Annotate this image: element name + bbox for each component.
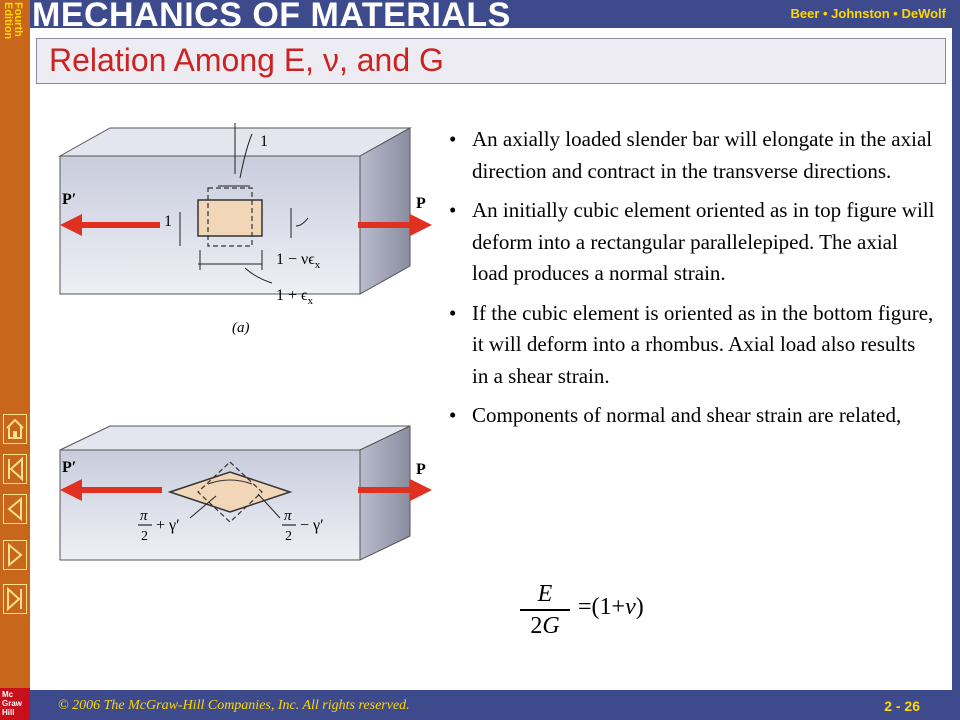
right-edge-bar (952, 28, 960, 690)
last-slide-button[interactable] (3, 584, 27, 614)
bullet-item (446, 400, 936, 432)
figure-b-rhombus-element (40, 418, 440, 568)
bullet-list (446, 124, 936, 440)
figure-a-cubic-element (40, 118, 440, 348)
mcgraw-hill-logo: Mc Graw Hill (0, 688, 30, 720)
authors: Beer • Johnston • DeWolf (790, 6, 946, 21)
svg-text:+ γ′: + γ′ (156, 517, 180, 534)
home-button[interactable] (3, 414, 27, 444)
bullet-text: An initially cubic element oriented as in top figure will deform into a rectangular parallelepiped. The axial load produces a normal strain. (472, 198, 935, 285)
fraction-bar (520, 609, 570, 611)
home-icon (4, 415, 26, 443)
formula-fraction (520, 580, 570, 640)
fig-a-dim-top: 1 (260, 133, 268, 150)
edition-label (2, 2, 28, 62)
fig-a-caption: (a) (232, 320, 250, 336)
bullet-item (446, 124, 936, 187)
edition-line-2: Edition (2, 2, 14, 40)
bullet-dot: • (449, 300, 457, 325)
fig-b-load-left: P′ (62, 459, 77, 476)
fig-b-load-right: P (416, 461, 426, 478)
svg-text:2: 2 (285, 529, 292, 544)
svg-text:π: π (284, 508, 292, 524)
bullet-text: An axially loaded slender bar will elongate in the axial direction and contract in the transverse directions. (472, 127, 933, 183)
fig-a-dim-left: 1 (164, 213, 172, 230)
formula-right-side: =(1+ν) (578, 594, 644, 620)
svg-text:2: 2 (141, 529, 148, 544)
previous-slide-icon (4, 495, 26, 523)
copyright-notice: © 2006 The McGraw-Hill Companies, Inc. All rights reserved. (58, 698, 410, 713)
slide-number: 2 - 26 (884, 698, 920, 714)
svg-text:− γ′: − γ′ (300, 517, 324, 534)
previous-slide-button[interactable] (3, 494, 27, 524)
title-box (36, 38, 946, 84)
next-slide-button[interactable] (3, 540, 27, 570)
bullet-text: Components of normal and shear strain are related, (472, 403, 902, 427)
bullet-dot: • (449, 403, 457, 427)
first-slide-icon (4, 455, 26, 483)
bullet-dot: • (449, 198, 457, 222)
bullet-item (446, 298, 936, 393)
book-title: MECHANICS OF MATERIALS (32, 0, 511, 34)
fig-a-load-left: P′ (62, 191, 77, 208)
bullet-text: If the cubic element is oriented as in the bottom figure, it will deform into a rhombus. Axial load also results in a shear strain. (472, 300, 934, 388)
svg-text:π: π (140, 508, 148, 524)
next-slide-icon (4, 541, 26, 569)
first-slide-button[interactable] (3, 454, 27, 484)
bullet-dot: • (449, 127, 457, 151)
fig-a-load-right: P (416, 195, 426, 212)
fig-a-dim-bottom: $1 + \epsilon_x$ (276, 287, 313, 307)
formula-numerator: E (537, 581, 553, 607)
fig-a-dim-right: $1 - \nu\epsilon_x$ (276, 251, 321, 271)
slide-title: Relation Among E, ν, and G (49, 42, 444, 78)
bullet-item (446, 195, 936, 290)
formula-denominator: 2G (530, 612, 560, 639)
edition-line-1: Fourth (12, 2, 24, 37)
last-slide-icon (4, 585, 26, 613)
